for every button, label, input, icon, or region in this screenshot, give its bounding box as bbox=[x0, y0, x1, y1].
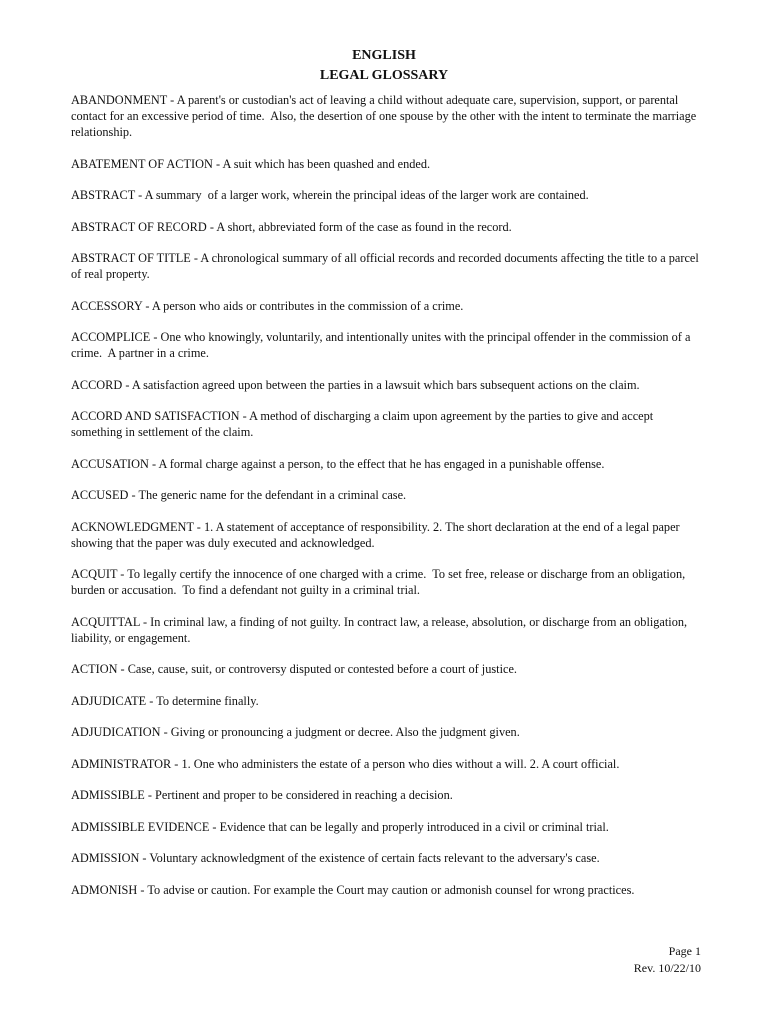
header-language: ENGLISH bbox=[352, 48, 416, 63]
glossary-definition: To advise or caution. For example the Court may caution or admonish counsel for wrong practices. bbox=[147, 882, 635, 897]
term-separator: - bbox=[144, 788, 156, 802]
glossary-definition: To determine finally. bbox=[156, 693, 259, 708]
term-separator: - bbox=[117, 662, 128, 676]
glossary-entry bbox=[71, 756, 703, 772]
term-separator: - bbox=[117, 567, 128, 581]
glossary-term: ADMISSIBLE EVIDENCE bbox=[71, 819, 210, 834]
glossary-term: ADMINISTRATOR bbox=[71, 756, 172, 771]
glossary-entry bbox=[71, 724, 703, 740]
glossary-entry bbox=[71, 456, 703, 472]
glossary-definition: Giving or pronouncing a judgment or decree. Also the judgment given. bbox=[170, 725, 520, 739]
glossary-definition: Pertinent and proper to be considered in reaching a decision. bbox=[155, 788, 453, 802]
glossary-list bbox=[71, 92, 703, 913]
term-separator: - bbox=[122, 377, 132, 392]
glossary-entry bbox=[71, 408, 703, 440]
glossary-definition: A chronological summary of all official records and recorded documents affecting the title to a parcel of real property. bbox=[71, 251, 702, 281]
glossary-entry bbox=[71, 661, 703, 677]
glossary-term: ACTION bbox=[71, 662, 118, 676]
glossary-entry bbox=[71, 250, 703, 282]
glossary-term: ABSTRACT OF RECORD bbox=[71, 219, 207, 234]
glossary-term: ADJUDICATE bbox=[71, 693, 147, 708]
glossary-term: ABSTRACT bbox=[71, 188, 136, 202]
glossary-entry bbox=[71, 566, 703, 598]
glossary-definition: 1. One who administers the estate of a person who dies without a will. 2. A court official. bbox=[181, 756, 620, 771]
revision-date: Rev. 10/22/10 bbox=[633, 961, 701, 975]
glossary-entry bbox=[71, 487, 703, 503]
term-separator: - bbox=[212, 156, 223, 171]
glossary-term: ABATEMENT OF ACTION bbox=[71, 156, 213, 171]
glossary-definition: Voluntary acknowledgment of the existence of certain facts relevant to the adversary's case. bbox=[149, 851, 600, 865]
glossary-term: ABANDONMENT bbox=[71, 93, 168, 107]
term-separator: - bbox=[190, 251, 201, 265]
glossary-entry bbox=[71, 850, 703, 866]
glossary-definition: A method of discharging a claim upon agreement by the parties to give and accept something in settlement of the claim. bbox=[71, 409, 657, 439]
glossary-entry bbox=[71, 156, 703, 172]
glossary-term: ACCESSORY bbox=[71, 298, 143, 313]
term-separator: - bbox=[128, 488, 139, 502]
glossary-definition: A satisfaction agreed upon between the parties in a lawsuit which bars subsequent actions on the claim. bbox=[131, 377, 640, 392]
document-header bbox=[0, 46, 768, 86]
glossary-entry bbox=[71, 329, 703, 361]
glossary-definition: A suit which has been quashed and ended. bbox=[222, 156, 431, 171]
glossary-term: ACCORD bbox=[71, 377, 123, 392]
term-separator: - bbox=[209, 819, 220, 834]
glossary-term: ADMONISH bbox=[71, 882, 138, 897]
glossary-term: ADMISSIBLE bbox=[71, 788, 145, 802]
glossary-definition: Evidence that can be legally and properly introduced in a civil or criminal trial. bbox=[219, 819, 609, 834]
glossary-definition: 1. A statement of acceptance of responsibility. 2. The short declaration at the end of a legal paper showing that the paper was duly executed and acknowledged. bbox=[71, 519, 683, 550]
term-separator: - bbox=[146, 693, 157, 708]
glossary-definition: To legally certify the innocence of one charged with a crime. To set free, release or discharge from an obligation, burden or accusation. To find a defendant not guilty in a criminal trial. bbox=[71, 567, 689, 597]
glossary-term: ACKNOWLEDGMENT bbox=[71, 519, 194, 534]
glossary-definition: One who knowingly, voluntarily, and intentionally unites with the principal offender in the commission of a crime. A partner in a crime. bbox=[71, 330, 694, 360]
glossary-entry bbox=[71, 298, 703, 314]
glossary-term: ACCUSED bbox=[71, 488, 129, 502]
glossary-definition: A formal charge against a person, to the effect that he has engaged in a punishable offense. bbox=[158, 456, 605, 471]
glossary-term: ADJUDICATION bbox=[71, 725, 161, 739]
page-title: LEGAL GLOSSARY bbox=[319, 68, 449, 83]
glossary-definition: In criminal law, a finding of not guilty. In contract law, a release, absolution, or discharge from an obligation, liability, or engagement. bbox=[71, 614, 691, 645]
glossary-definition: Case, cause, suit, or controversy disputed or contested before a court of justice. bbox=[127, 662, 517, 676]
term-separator: - bbox=[171, 756, 182, 771]
term-separator: - bbox=[148, 456, 159, 471]
term-separator: - bbox=[150, 330, 161, 344]
glossary-definition: The generic name for the defendant in a criminal case. bbox=[138, 488, 407, 502]
glossary-term: ACCORD AND SATISFACTION bbox=[71, 409, 240, 423]
glossary-entry bbox=[71, 693, 703, 709]
glossary-entry bbox=[71, 614, 703, 646]
glossary-term: ADMISSION bbox=[71, 851, 140, 865]
glossary-definition: A summary of a larger work, wherein the principal ideas of the larger work are contained. bbox=[144, 188, 589, 202]
glossary-definition: A short, abbreviated form of the case as found in the record. bbox=[216, 219, 512, 234]
glossary-term: ABSTRACT OF TITLE bbox=[71, 251, 191, 265]
glossary-entry bbox=[71, 519, 703, 551]
glossary-entry bbox=[71, 187, 703, 203]
term-separator: - bbox=[160, 725, 171, 739]
glossary-term: ACQUITTAL bbox=[71, 614, 140, 629]
term-separator: - bbox=[167, 93, 177, 107]
glossary-entry bbox=[71, 92, 703, 140]
glossary-entry bbox=[71, 819, 703, 835]
glossary-definition: A parent's or custodian's act of leaving a child without adequate care, supervision, support, or parental contact for an excessive period of time. Also, the desertion of one spouse by the other with the intent to terminate the marriage relationship. bbox=[71, 93, 700, 139]
page-footer bbox=[634, 943, 701, 977]
glossary-entry bbox=[71, 219, 703, 235]
term-separator: - bbox=[137, 882, 148, 897]
term-separator: - bbox=[135, 188, 145, 202]
term-separator: - bbox=[206, 219, 217, 234]
glossary-term: ACCOMPLICE bbox=[71, 330, 151, 344]
term-separator: - bbox=[239, 409, 250, 423]
glossary-term: ACCUSATION bbox=[71, 456, 149, 471]
term-separator: - bbox=[139, 614, 151, 629]
page-number: Page 1 bbox=[668, 944, 701, 958]
glossary-entry bbox=[71, 377, 703, 393]
term-separator: - bbox=[142, 298, 152, 313]
term-separator: - bbox=[193, 519, 204, 534]
glossary-definition: A person who aids or contributes in the commission of a crime. bbox=[151, 298, 464, 313]
glossary-term: ACQUIT bbox=[71, 567, 118, 581]
glossary-entry bbox=[71, 787, 703, 803]
term-separator: - bbox=[139, 851, 150, 865]
glossary-entry bbox=[71, 882, 703, 898]
